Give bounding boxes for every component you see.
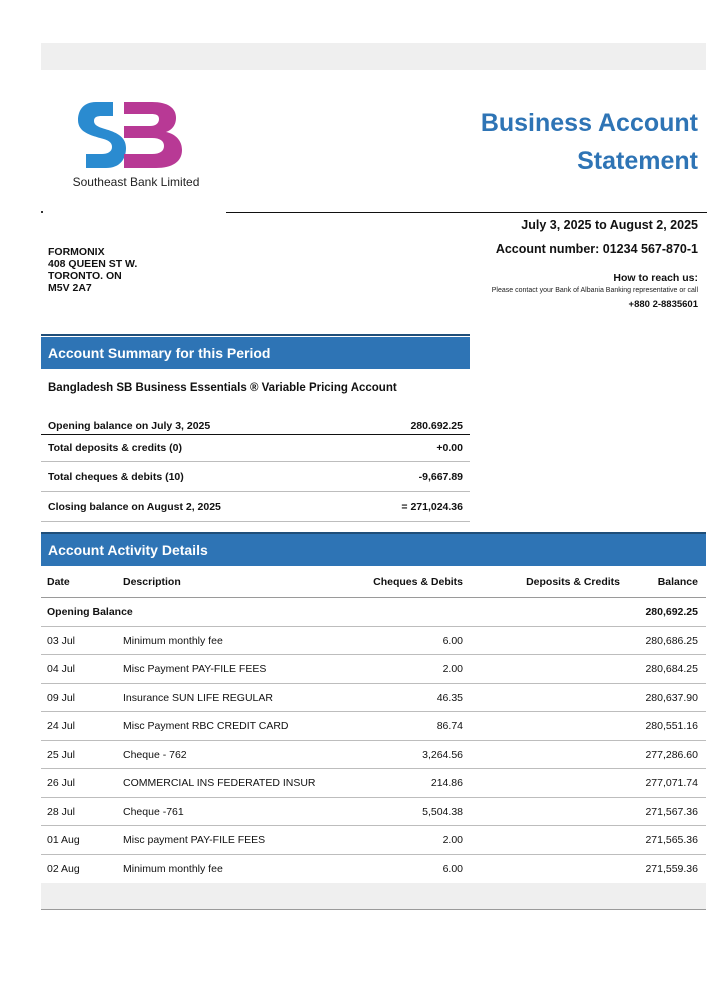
table-row: 03 Jul Minimum monthly fee 6.00 280,686.25 [41, 627, 706, 656]
summary-table [41, 417, 470, 522]
table-row: 25 Jul Cheque - 762 3,264.56 277,286.60 [41, 741, 706, 770]
summary-row: Opening balance on July 3, 2025 280.692.25 [41, 417, 470, 435]
header-band [41, 43, 706, 70]
account-product: Bangladesh SB Business Essentials ® Variable Pricing Account [48, 382, 397, 394]
header-rule [226, 212, 707, 213]
bank-logo [66, 98, 206, 194]
sb-logo-mark [66, 98, 206, 172]
statement-title: Business Account Statement [480, 109, 698, 175]
summary-top-rule [41, 334, 470, 336]
col-balance: Balance [657, 576, 698, 588]
account-number: Account number: 01234 567-870-1 [495, 242, 698, 256]
table-row: 04 Jul Misc Payment PAY-FILE FEES 2.00 280,684.25 [41, 655, 706, 684]
col-credits: Deposits & Credits [526, 576, 620, 588]
contact-text: Please contact your Bank of Albania Banking representative or call [491, 287, 698, 294]
table-row: 24 Jul Misc Payment RBC CREDIT CARD 86.74 280,551.16 [41, 712, 706, 741]
table-row: 26 Jul COMMERCIAL INS FEDERATED INSUR 214.86 277,071.74 [41, 769, 706, 798]
col-debits: Cheques & Debits [373, 576, 463, 588]
contact-title: How to reach us: [613, 272, 698, 284]
summary-row: Total deposits & credits (0) +0.00 [41, 435, 470, 462]
summary-row: Total cheques & debits (10) -9,667.89 [41, 462, 470, 492]
opening-balance-row: Opening Balance 280,692.25 [41, 598, 706, 627]
col-description: Description [123, 576, 181, 588]
customer-address: FORMONIX 408 QUEEN ST W. TORONTO. ON M5V 2A7 [48, 246, 138, 294]
footer-band [41, 883, 706, 910]
activity-heading: Account Activity Details [41, 534, 706, 566]
mark-dot [41, 211, 43, 213]
activity-table [41, 568, 706, 883]
table-row: 09 Jul Insurance SUN LIFE REGULAR 46.35 280,637.90 [41, 684, 706, 713]
bank-name: Southeast Bank Limited [72, 175, 200, 189]
contact-phone: +880 2-8835601 [628, 299, 698, 310]
summary-row: Closing balance on August 2, 2025 = 271,024.36 [41, 492, 470, 522]
summary-heading: Account Summary for this Period [41, 337, 470, 369]
table-row: 28 Jul Cheque -761 5,504.38 271,567.36 [41, 798, 706, 827]
table-row: 02 Aug Minimum monthly fee 6.00 271,559.36 [47, 862, 698, 875]
table-header [41, 568, 706, 598]
table-row: 01 Aug Misc payment PAY-FILE FEES 2.00 271,565.36 [41, 826, 706, 855]
col-date: Date [47, 576, 70, 588]
statement-period: July 3, 2025 to August 2, 2025 [521, 218, 698, 232]
